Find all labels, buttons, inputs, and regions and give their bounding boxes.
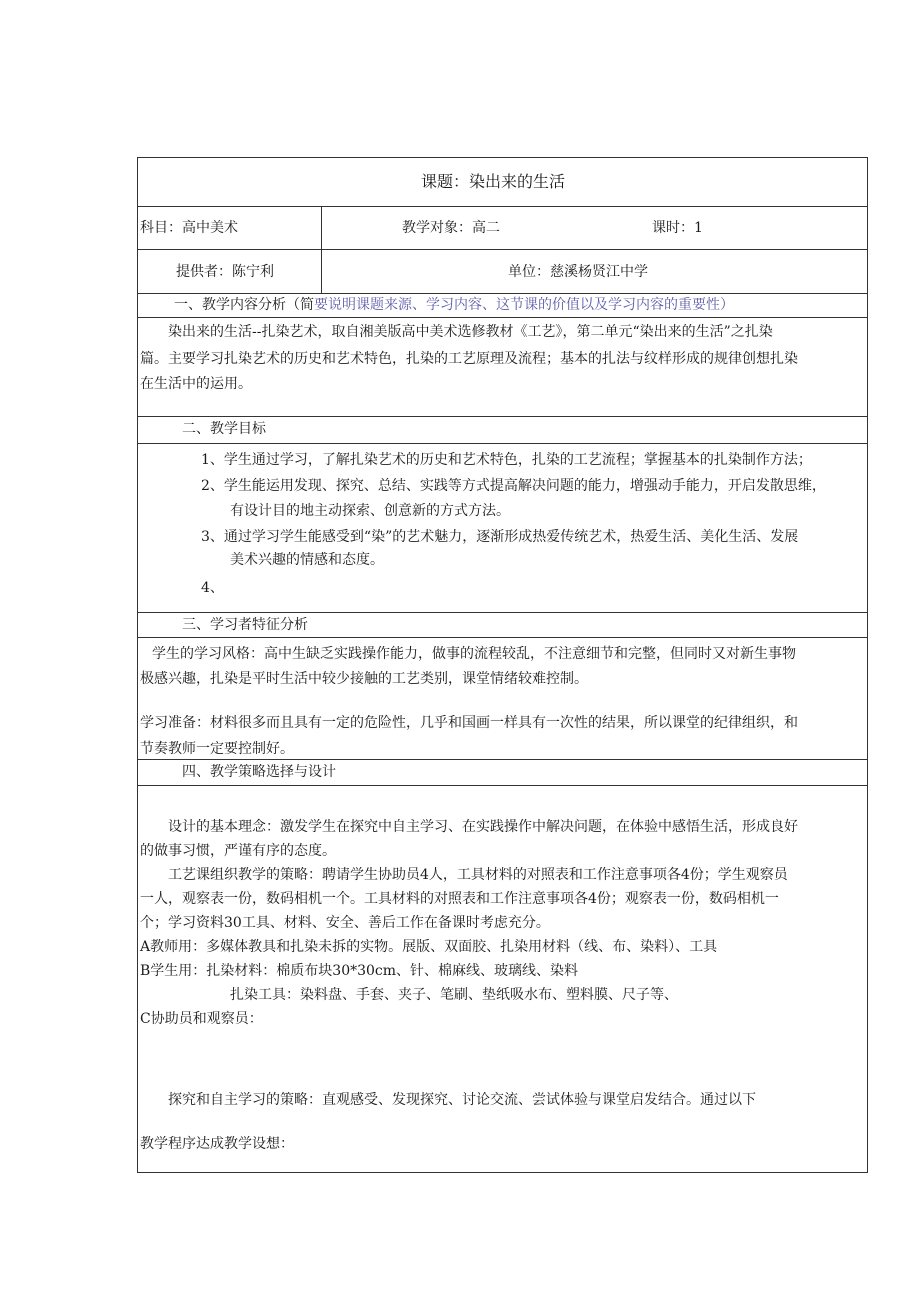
row-divider bbox=[138, 637, 867, 638]
period-label: 课时：1 bbox=[652, 220, 703, 236]
section1-line: 在生活中的运用。 bbox=[140, 376, 252, 392]
row-divider bbox=[138, 249, 867, 250]
row-divider bbox=[138, 293, 867, 294]
section2-line: 美术兴趣的情感和态度。 bbox=[230, 552, 384, 568]
section4-line: 设计的基本理念：激发学生在探究中自主学习、在实践操作中解决问题，在体验中感悟生活，形成良好 bbox=[168, 819, 798, 835]
row-divider bbox=[138, 443, 867, 444]
row-divider bbox=[138, 206, 867, 207]
row-divider bbox=[138, 317, 867, 318]
section4-line: 扎染工具：染料盘、手套、夹子、笔刷、垫纸吸水布、塑料膜、尺子等、 bbox=[230, 987, 678, 1003]
column-divider bbox=[321, 206, 322, 293]
section2-line: 1、学生通过学习，了解扎染艺术的历史和艺术特色，扎染的工艺流程；掌握基本的扎染制作方法； bbox=[201, 452, 812, 468]
section1-line: 染出来的生活--扎染艺术，取自湘美版高中美术选修教材《工艺》，第二单元“染出来的生活”之扎染 bbox=[168, 324, 773, 340]
lesson-plan-table bbox=[137, 157, 868, 1173]
unit-label: 单位：慈溪杨贤江中学 bbox=[508, 264, 648, 280]
section4-line: B学生用：扎染材料：棉质布块30*30cm、针、棉麻线、玻璃线、染料 bbox=[140, 963, 579, 979]
section4-line: 个；学习资料30工具、材料、安全、善后工作在备课时考虑充分。 bbox=[140, 915, 550, 931]
target-label: 教学对象：高二 bbox=[402, 220, 500, 236]
section4-line: 的做事习惯，严谨有序的态度。 bbox=[140, 843, 336, 859]
subject-label: 科目：高中美术 bbox=[140, 220, 238, 236]
provider-label: 提供者：陈宁利 bbox=[176, 264, 274, 280]
lesson-title: 课题：染出来的生活 bbox=[421, 172, 566, 191]
section3-line: 极感兴趣，扎染是平时生活中较少接触的工艺类别，课堂情绪较难控制。 bbox=[140, 671, 588, 687]
section4-line: 教学程序达成教学设想： bbox=[140, 1136, 294, 1152]
row-divider bbox=[138, 612, 867, 613]
section4-line: 一人，观察表一份，数码相机一个。工具材料的对照表和工作注意事项各4份；观察表一份，数码相机一 bbox=[140, 891, 779, 907]
section2-line: 3、通过学习学生能感受到“染”的艺术魅力，逐渐形成热爱传统艺术，热爱生活、美化生活、发展 bbox=[201, 529, 799, 545]
section3-heading: 三、学习者特征分析 bbox=[182, 617, 308, 633]
section3-line: 节奏教师一定要控制好。 bbox=[140, 741, 294, 757]
section1-line: 篇。主要学习扎染艺术的历史和艺术特色，扎染的工艺原理及流程；基本的扎法与纹样形成的规律创想扎染 bbox=[140, 351, 798, 367]
section2-line: 有设计目的地主动探索、创意新的方式方法。 bbox=[230, 503, 510, 519]
section4-line: A教师用：多媒体教具和扎染未拆的实物。展版、双面胶、扎染用材料（线、布、染料）、工具 bbox=[140, 939, 718, 955]
section4-line: 工艺课组织教学的策略：聘请学生协助员4人，工具材料的对照表和工作注意事项各4份；学生观察员 bbox=[168, 867, 788, 883]
section4-line: C协助员和观察员： bbox=[140, 1011, 263, 1027]
section1-heading: 一、教学内容分析（简要说明课题来源、学习内容、这节课的价值以及学习内容的重要性） bbox=[174, 297, 734, 313]
section2-heading: 二、教学目标 bbox=[182, 421, 266, 437]
row-divider bbox=[138, 416, 867, 417]
section4-heading: 四、教学策略选择与设计 bbox=[182, 764, 336, 780]
section1-heading-hint: 要说明课题来源、学习内容、这节课的价值以及学习内容的重要性） bbox=[314, 297, 734, 313]
section3-line: 学习准备：材料很多而且具有一定的危险性，几乎和国画一样具有一次性的结果，所以课堂的纪律组织，和 bbox=[140, 715, 798, 731]
row-divider bbox=[138, 785, 867, 786]
section4-line: 探究和自主学习的策略：直观感受、发现探究、讨论交流、尝试体验与课堂启发结合。通过以下 bbox=[168, 1092, 756, 1108]
section3-line: 学生的学习风格：高中生缺乏实践操作能力，做事的流程较乱，不注意细节和完整，但同时又对新生事物 bbox=[152, 646, 796, 662]
section2-line: 2、学生能运用发现、探究、总结、实践等方式提高解决问题的能力，增强动手能力，开启发散思维， bbox=[201, 478, 826, 494]
section2-line: 4、 bbox=[201, 580, 224, 596]
